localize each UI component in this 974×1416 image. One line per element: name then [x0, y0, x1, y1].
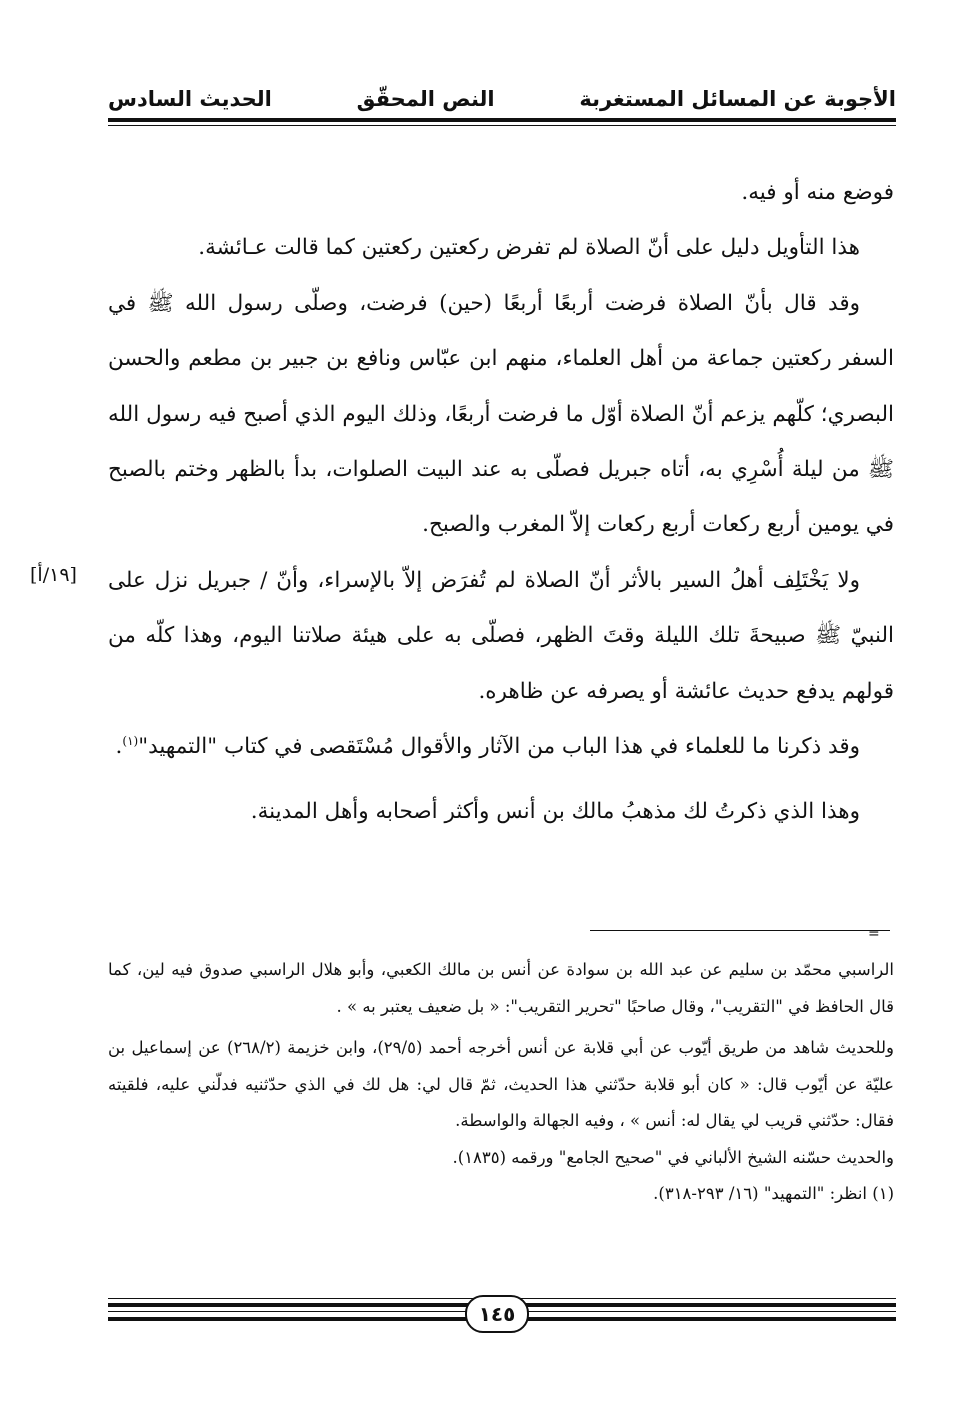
footnote: وللحديث شاهد من طريق أيّوب عن أبي قلابة عن أنس أخرجه أحمد (٢٩/٥)، وابن خزيمة (٢٦٨/٢) عن إسماعيل بن عليّة عن أيّوب قال: « كان أبو قلابة حدّثني هذا الحديث، ثمّ قال لي: هل لك في الذي حدّثنيه فدلّني عليه، فلقيته فقال: حدّثني قريب لي يقال له: أنس » ، وفيه الجهالة والواسطة. [108, 1038, 895, 1130]
footnote-separator [590, 930, 890, 931]
footnotes [108, 952, 894, 1213]
paragraph [108, 719, 894, 774]
paragraph: وقد قال بأنّ الصلاة فرضت أربعًا أربعًا (حين) فرضت، وصلّى رسول الله ﷺ في السفر ركعتين جماعة من أهل العلماء، منهم ابن عبّاس ونافع بن جبير بن مطعم والحسن البصري؛ كلّهم يزعم أنّ الصلاة أوّل ما فرضت أربعًا، وذلك اليوم الذي أصبح فيه رسول الله ﷺ من ليلة أُسْرِي به، أتاه جبريل فصلّى به عند البيت الصلوات، بدأ بالظهر وختم بالصبح في يومين أربع ركعات أربع ركعات إلاّ المغرب والصبح. [108, 290, 894, 538]
page-number: ١٤٥ [465, 1295, 529, 1333]
manuscript-folio-note: [١٩/أ] [30, 564, 77, 586]
paragraph: هذا التأويل دليل على أنّ الصلاة لم تفرض ركعتين ركعتين كما قالت عـائشة. [198, 235, 860, 261]
footnote-continuation-marker: = [868, 926, 880, 942]
footnote: الراسبي محمّد بن سليم عن عبد الله بن سوادة عن أنس بن مالك الكعبي، وأبو هلال الراسبي صدوق فيه لين، كما قال الحافظ في "التقريب"، وقال صاحبًا "تحرير التقريب": « بل ضعيف يعتبر به » . [108, 960, 894, 1016]
footnote: والحديث حسّنه الشيخ الألباني في "صحيح الجامع" ورقمه (١٨٣٥). [452, 1147, 894, 1167]
header-chapter: الحديث السادس [108, 87, 272, 111]
paragraph: وهذا الذي ذكرتُ لك مذهبُ مالك بن أنس وأكثر أصحابه وأهل المدينة. [250, 799, 860, 825]
header-book-title: الأجوبة عن المسائل المستغربة [579, 87, 896, 111]
header-rule-thin [108, 125, 896, 126]
footnote: (١) انظر: "التمهيد" (١٦/ ٢٩٣-٣١٨). [653, 1184, 894, 1203]
main-text [108, 165, 894, 840]
footnote-ref: (١) [122, 733, 139, 748]
paragraph: ولا يَخْتَلِف أهلُ السير بالأثر أنّ الصلاة لم تُفرَض إلاّ بالإسراء، وأنّ / جبريل نزل على النبيّ ﷺ صبيحةَ تلك الليلة وقتَ الظهر، فصلّى به على هيئة صلاتنا اليوم، وهذا كلّه من قولهم يدفع حديث عائشة أو يصرفه عن ظاهره. [108, 567, 894, 704]
running-header [108, 84, 896, 114]
paragraph-text: وقد ذكرنا ما للعلماء في هذا الباب من الآثار والأقوال مُسْتَقصى في كتاب "التمهيد" [138, 734, 860, 760]
header-rule-thick [108, 118, 896, 122]
paragraph-end: . [115, 734, 123, 760]
paragraph: فوضع منه أو فيه. [741, 180, 894, 205]
header-section: النص المحقّق [356, 87, 495, 111]
